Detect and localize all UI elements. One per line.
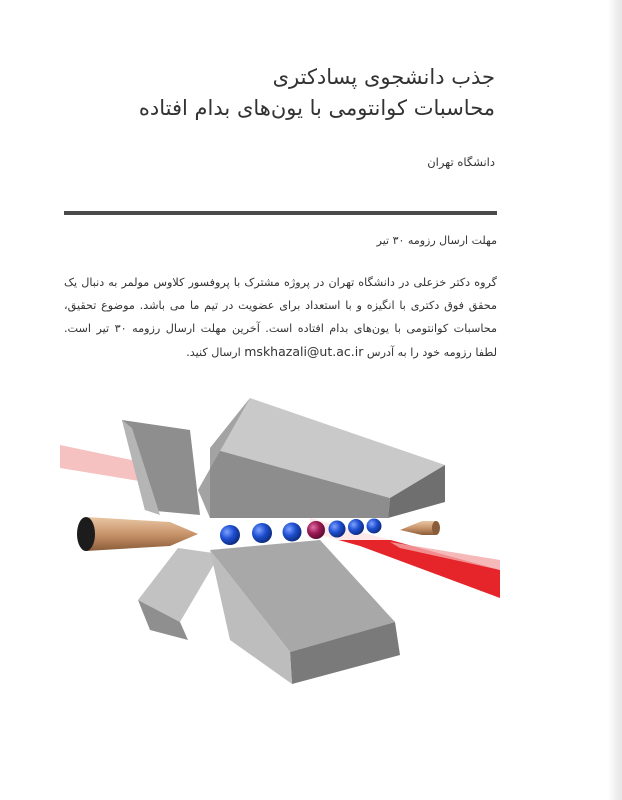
page-edge-shadow — [608, 0, 622, 800]
ion-trap-svg — [60, 390, 500, 695]
body-text-main: گروه دکتر خزعلی در دانشگاه تهران در پروژه مشترک با پروفسور کلاوس مولمر به دنبال یک محقق فوق دکتری با انگیزه و با استعداد برای عضویت در تیم ما می باشد. موضوع تحقیق، محاسبات کوانتومی با یون‌های بدام افتاده است. آخرین مهلت ارسال رزومه ۳۰ تیر است. لطفا رزومه خود را به آدرس — [64, 276, 497, 360]
title-line-2: محاسبات کوانتومی با یون‌های بدام افتاده — [138, 96, 495, 120]
ion — [283, 523, 302, 542]
announcement-body — [64, 271, 497, 364]
ion — [252, 523, 272, 543]
section-divider — [64, 211, 497, 215]
ion — [348, 519, 364, 535]
organization-name: دانشگاه تهران — [427, 155, 495, 169]
title-line-1: جذب دانشجوی پسادکتری — [272, 65, 495, 89]
body-text-closing: ارسال کنید. — [186, 346, 241, 360]
deadline-note: مهلت ارسال رزومه ۳۰ تیر — [376, 234, 497, 247]
needle-right — [400, 521, 440, 535]
contact-email[interactable]: mskhazali@ut.ac.ir — [244, 344, 364, 360]
ion — [367, 519, 382, 534]
needle-left — [77, 517, 198, 551]
ion — [220, 525, 240, 545]
page-title — [55, 62, 495, 124]
ion — [329, 521, 346, 538]
ion-trap-illustration — [60, 390, 500, 695]
ion — [307, 521, 325, 539]
